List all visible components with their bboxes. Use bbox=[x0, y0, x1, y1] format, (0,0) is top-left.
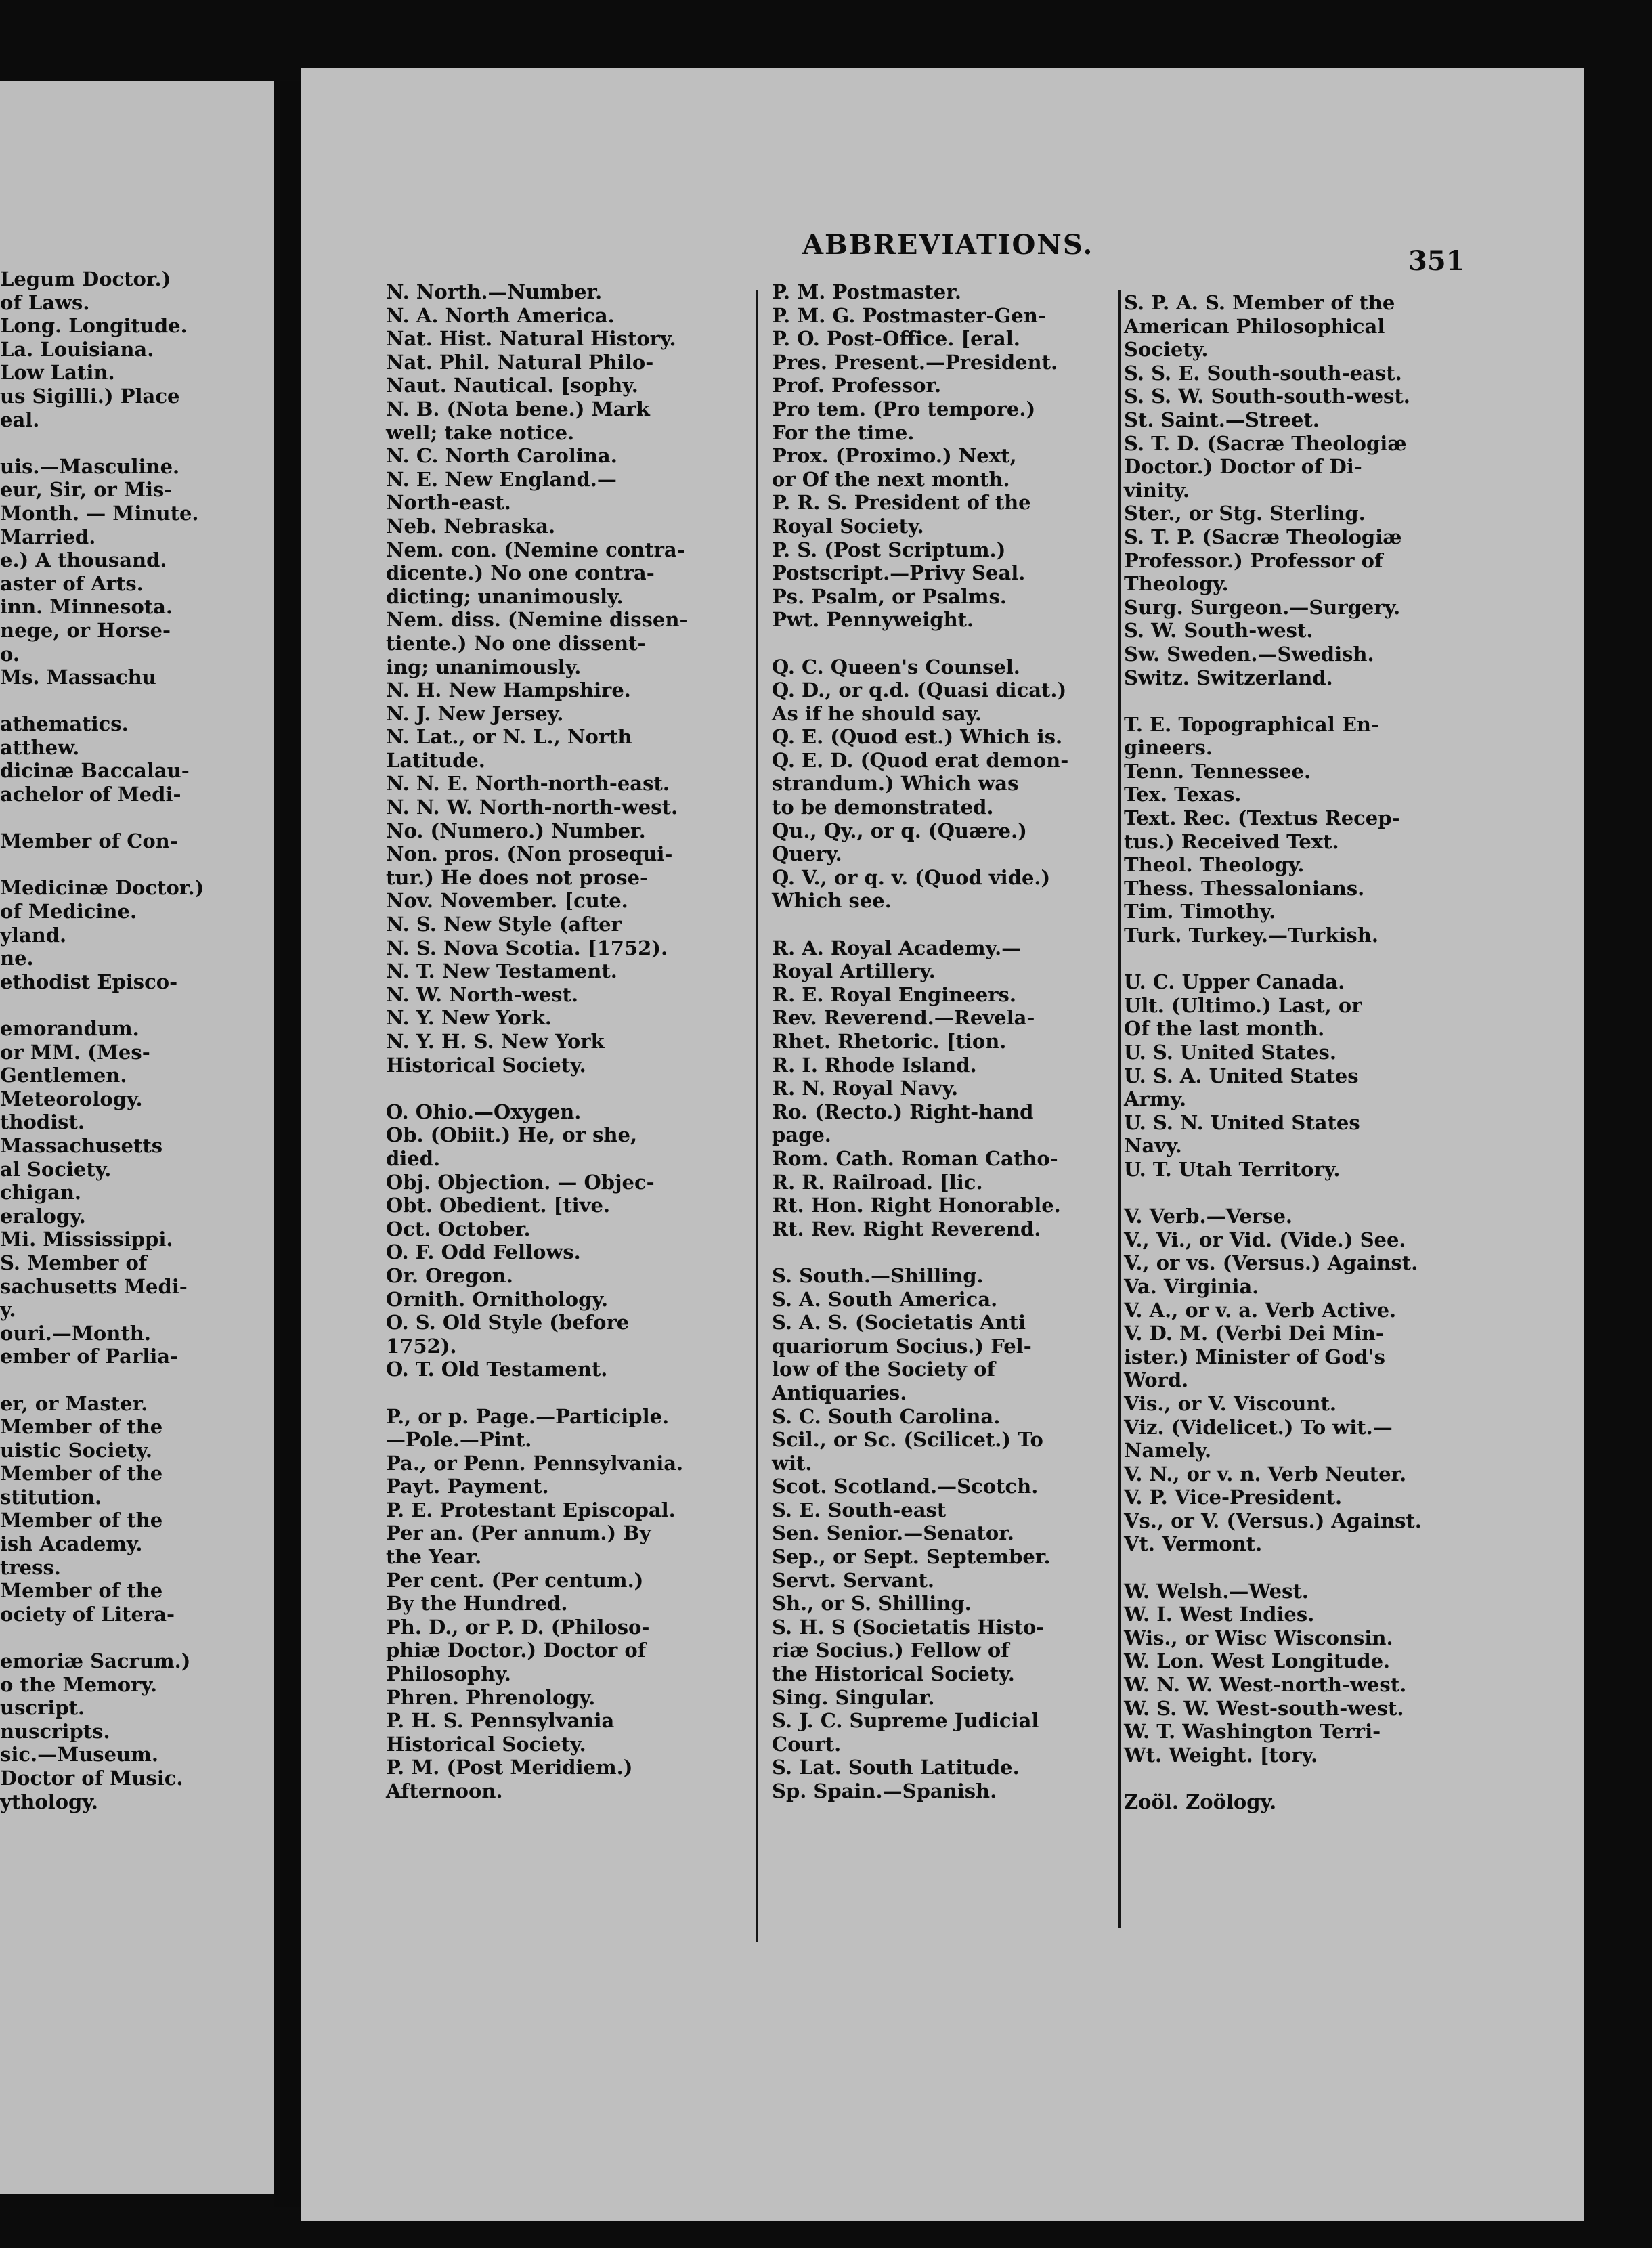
abbreviation-entry: the Year. bbox=[386, 1545, 482, 1569]
abbreviation-entry: U. S. N. United States bbox=[1124, 1110, 1360, 1134]
abbreviation-entry: Historical Society. bbox=[386, 1053, 586, 1077]
abbreviation-entry: phiæ Doctor.) Doctor of bbox=[386, 1639, 647, 1662]
abbreviation-entry: Rev. Reverend.—Revela- bbox=[772, 1006, 1035, 1030]
abbreviation-entry: Q. E. D. (Quod erat demon- bbox=[772, 748, 1069, 772]
abbreviation-entry: Obj. Objection. — Objec- bbox=[386, 1170, 655, 1194]
abbreviation-entry: vinity. bbox=[1124, 478, 1190, 502]
abbreviation-entry: gineers. bbox=[1124, 736, 1213, 760]
abbreviation-entry: Per an. (Per annum.) By bbox=[386, 1521, 651, 1545]
fragment-line: eralogy. bbox=[0, 1204, 86, 1228]
abbreviation-entry: S. S. E. South-south-east. bbox=[1124, 361, 1402, 385]
abbreviation-entry: Q. C. Queen's Counsel. bbox=[772, 655, 1020, 678]
fragment-line: ythology. bbox=[0, 1790, 98, 1813]
abbreviation-entry: Society. bbox=[1124, 338, 1209, 362]
abbreviation-entry: ister.) Minister of God's bbox=[1124, 1345, 1385, 1368]
abbreviation-entry: Rt. Hon. Right Honorable. bbox=[772, 1194, 1061, 1217]
entry-gap bbox=[0, 806, 204, 830]
fragment-line: Meteorology. bbox=[0, 1087, 143, 1110]
fragment-line: S. Member of bbox=[0, 1251, 148, 1274]
abbreviation-entry: quariorum Socius.) Fel- bbox=[772, 1334, 1032, 1358]
abbreviation-entry: Ph. D., or P. D. (Philoso- bbox=[386, 1615, 650, 1639]
abbreviation-entry: Nem. con. (Nemine contra- bbox=[386, 538, 685, 561]
fragment-line: al Society. bbox=[0, 1157, 112, 1181]
fragment-line: ociety of Litera- bbox=[0, 1602, 175, 1626]
abbreviation-entry: Sw. Sweden.—Swedish. bbox=[1124, 642, 1374, 666]
fragment-line: eal. bbox=[0, 408, 40, 431]
abbreviation-entry: U. S. United States. bbox=[1124, 1041, 1336, 1064]
running-head: ABBREVIATIONS. bbox=[802, 229, 1094, 261]
abbreviation-entry: S. A. S. (Societatis Anti bbox=[772, 1311, 1026, 1335]
abbreviation-entry: wit. bbox=[772, 1451, 812, 1475]
abbreviation-entry: Ster., or Stg. Sterling. bbox=[1124, 502, 1366, 525]
abbreviation-entry: S. S. W. South-south-west. bbox=[1124, 385, 1410, 408]
abbreviation-entry: tus.) Received Text. bbox=[1124, 829, 1339, 853]
abbreviation-entry: Wis., or Wisc Wisconsin. bbox=[1124, 1626, 1393, 1649]
left-page-fragment bbox=[0, 81, 274, 2194]
abbreviation-entry: Theology. bbox=[1124, 572, 1229, 596]
abbreviation-entry: S. P. A. S. Member of the bbox=[1124, 291, 1395, 314]
entry-gap bbox=[772, 632, 1068, 655]
abbreviation-entry: P., or p. Page.—Participle. bbox=[386, 1404, 670, 1428]
abbreviation-entry: Q. V., or q. v. (Quod vide.) bbox=[772, 865, 1051, 889]
entry-gap bbox=[1124, 947, 1422, 971]
abbreviation-entry: Antiquaries. bbox=[772, 1381, 907, 1404]
abbreviation-entry: Q. D., or q.d. (Quasi dicat.) bbox=[772, 678, 1067, 702]
abbreviation-entry: N. W. North-west. bbox=[386, 982, 578, 1006]
abbreviation-entry: N. A. North America. bbox=[386, 303, 615, 327]
abbreviation-entry: O. S. Old Style (before bbox=[386, 1311, 630, 1335]
abbreviation-entry: T. E. Topographical En- bbox=[1124, 712, 1380, 736]
fragment-line: uis.—Masculine. bbox=[0, 454, 180, 478]
abbreviation-entry: W. Lon. West Longitude. bbox=[1124, 1649, 1391, 1673]
abbreviation-entry: O. T. Old Testament. bbox=[386, 1358, 608, 1381]
abbreviation-entry: Ornith. Ornithology. bbox=[386, 1287, 609, 1311]
fragment-line: Member of the bbox=[0, 1462, 163, 1486]
abbreviation-entry: P. R. S. President of the bbox=[772, 491, 1031, 515]
abbreviation-entry: Nat. Hist. Natural History. bbox=[386, 327, 676, 351]
abbreviation-entry: N. S. New Style (after bbox=[386, 913, 622, 936]
fragment-line: Gentlemen. bbox=[0, 1064, 127, 1087]
abbreviation-entry: Scil., or Sc. (Scilicet.) To bbox=[772, 1428, 1043, 1452]
abbreviation-entry: Zoöl. Zoölogy. bbox=[1124, 1790, 1277, 1813]
entry-gap bbox=[1124, 1767, 1422, 1790]
abbreviation-entry: N. Lat., or N. L., North bbox=[386, 725, 632, 749]
abbreviation-entry: Philosophy. bbox=[386, 1662, 511, 1686]
fragment-line: uscript. bbox=[0, 1696, 85, 1720]
fragment-line: inn. Minnesota. bbox=[0, 595, 173, 619]
abbreviation-entry: Query. bbox=[772, 842, 842, 866]
abbreviation-entry: Naut. Nautical. [sophy. bbox=[386, 374, 638, 397]
abbreviation-entry: Nov. November. [cute. bbox=[386, 889, 628, 913]
abbreviation-entry: Of the last month. bbox=[1124, 1017, 1325, 1041]
abbreviation-entry: R. E. Royal Engineers. bbox=[772, 982, 1016, 1006]
left-page-text bbox=[0, 267, 204, 1813]
abbreviation-entry: Prox. (Proximo.) Next, bbox=[772, 444, 1017, 468]
abbreviation-entry: tiente.) No one dissent- bbox=[386, 631, 646, 655]
abbreviation-entry: Pwt. Pennyweight. bbox=[772, 608, 974, 632]
abbreviation-entry: Wt. Weight. [tory. bbox=[1124, 1743, 1318, 1767]
abbreviation-entry: S. W. South-west. bbox=[1124, 619, 1313, 643]
fragment-line: sachusetts Medi- bbox=[0, 1274, 188, 1298]
abbreviation-entry: riæ Socius.) Fellow of bbox=[772, 1639, 1009, 1662]
fragment-line: La. Louisiana. bbox=[0, 337, 154, 361]
fragment-line: nege, or Horse- bbox=[0, 618, 171, 642]
abbreviation-entry: Sen. Senior.—Senator. bbox=[772, 1521, 1014, 1545]
abbreviation-entry: the Historical Society. bbox=[772, 1662, 1015, 1686]
abbreviation-entry: V. P. Vice-President. bbox=[1124, 1486, 1343, 1509]
abbreviation-entry: North-east. bbox=[386, 491, 511, 515]
entry-gap bbox=[386, 1381, 688, 1405]
abbreviation-entry: Neb. Nebraska. bbox=[386, 514, 556, 538]
abbreviation-entry: P. E. Protestant Episcopal. bbox=[386, 1498, 676, 1521]
fragment-line: chigan. bbox=[0, 1181, 82, 1205]
abbreviation-entry: N. S. Nova Scotia. [1752). bbox=[386, 936, 668, 959]
abbreviation-entry: Or. Oregon. bbox=[386, 1263, 513, 1287]
abbreviation-entry: low of the Society of bbox=[772, 1358, 995, 1381]
fragment-line: Doctor of Music. bbox=[0, 1767, 183, 1790]
abbreviation-entry: W. S. W. West-south-west. bbox=[1124, 1696, 1404, 1720]
fragment-line: sic.—Museum. bbox=[0, 1743, 158, 1767]
abbreviation-entry: Theol. Theology. bbox=[1124, 853, 1305, 877]
abbreviation-entry: Vt. Vermont. bbox=[1124, 1532, 1263, 1556]
fragment-line: eur, Sir, or Mis- bbox=[0, 478, 173, 502]
abbreviation-entry: page. bbox=[772, 1123, 831, 1147]
abbreviation-entry: Qu., Qy., or q. (Quære.) bbox=[772, 819, 1027, 842]
abbreviation-entry: V. Verb.—Verse. bbox=[1124, 1205, 1293, 1228]
abbreviation-entry: Rom. Cath. Roman Catho- bbox=[772, 1146, 1058, 1170]
fragment-line: or MM. (Mes- bbox=[0, 1040, 150, 1064]
abbreviation-entry: S. South.—Shilling. bbox=[772, 1263, 984, 1287]
fragment-line: Member of the bbox=[0, 1579, 163, 1603]
abbreviation-entry: N. N. W. North-north-west. bbox=[386, 796, 678, 819]
abbreviation-entry: P. O. Post-Office. [eral. bbox=[772, 327, 1020, 351]
abbreviation-entry: Which see. bbox=[772, 889, 892, 913]
abbreviation-entry: S. C. South Carolina. bbox=[772, 1404, 1001, 1428]
abbreviation-entry: Namely. bbox=[1124, 1439, 1212, 1463]
abbreviation-entry: R. I. Rhode Island. bbox=[772, 1053, 977, 1077]
abbreviation-entry: P. S. (Post Scriptum.) bbox=[772, 538, 1006, 561]
entry-gap bbox=[0, 853, 204, 877]
abbreviation-entry: N. N. E. North-north-east. bbox=[386, 772, 670, 796]
fragment-line: o. bbox=[0, 642, 20, 666]
abbreviation-entry: Tenn. Tennessee. bbox=[1124, 759, 1311, 783]
abbreviation-entry: As if he should say. bbox=[772, 701, 982, 725]
entry-gap bbox=[772, 913, 1068, 936]
abbreviation-entry: Latitude. bbox=[386, 748, 485, 772]
abbreviation-entry: 1752). bbox=[386, 1334, 457, 1358]
abbreviation-entry: N. T. New Testament. bbox=[386, 959, 617, 983]
fragment-line: e.) A thousand. bbox=[0, 548, 167, 572]
abbreviation-entry: N. J. New Jersey. bbox=[386, 701, 564, 725]
fragment-line: ne. bbox=[0, 947, 34, 970]
abbreviation-entry: P. M. G. Postmaster-Gen- bbox=[772, 303, 1046, 327]
abbreviation-entry: Vis., or V. Viscount. bbox=[1124, 1391, 1336, 1415]
entry-gap bbox=[0, 993, 204, 1017]
entry-gap bbox=[386, 1077, 688, 1100]
abbreviation-entry: U. T. Utah Territory. bbox=[1124, 1157, 1341, 1181]
abbreviation-entry: S. T. D. (Sacræ Theologiæ bbox=[1124, 431, 1407, 455]
column-rule-1 bbox=[756, 290, 758, 1942]
abbreviation-entry: Doctor.) Doctor of Di- bbox=[1124, 455, 1362, 479]
abbreviation-entry: Royal Artillery. bbox=[772, 959, 936, 983]
fragment-line: of Laws. bbox=[0, 290, 90, 314]
abbreviation-entry: O. Ohio.—Oxygen. bbox=[386, 1100, 582, 1123]
abbreviation-entry: ing; unanimously. bbox=[386, 655, 582, 678]
abbreviation-entry: Afternoon. bbox=[386, 1779, 503, 1802]
abbreviation-entry: Turk. Turkey.—Turkish. bbox=[1124, 924, 1378, 947]
abbreviation-entry: Text. Rec. (Textus Recep- bbox=[1124, 806, 1400, 830]
abbreviation-entry: Nem. diss. (Nemine dissen- bbox=[386, 608, 688, 632]
abbreviation-entry: Thess. Thessalonians. bbox=[1124, 876, 1365, 900]
abbreviation-entry: N. C. North Carolina. bbox=[386, 444, 617, 468]
abbreviation-entry: Viz. (Videlicet.) To wit.— bbox=[1124, 1415, 1393, 1439]
fragment-line: of Medicine. bbox=[0, 900, 137, 924]
fragment-line: uistic Society. bbox=[0, 1438, 153, 1462]
abbreviation-entry: V. D. M. (Verbi Dei Min- bbox=[1124, 1322, 1384, 1345]
abbreviation-entry: S. T. P. (Sacræ Theologiæ bbox=[1124, 525, 1402, 548]
abbreviation-entry: Word. bbox=[1124, 1368, 1189, 1392]
abbreviation-entry: S. J. C. Supreme Judicial bbox=[772, 1709, 1039, 1733]
fragment-line: ish Academy. bbox=[0, 1532, 143, 1556]
abbreviation-entry: P. H. S. Pennsylvania bbox=[386, 1709, 615, 1733]
abbreviation-entry: V., Vi., or Vid. (Vide.) See. bbox=[1124, 1228, 1406, 1251]
abbreviation-entry: Nat. Phil. Natural Philo- bbox=[386, 350, 654, 374]
abbreviation-entry: Non. pros. (Non prosequi- bbox=[386, 842, 673, 866]
abbreviation-entry: O. F. Odd Fellows. bbox=[386, 1240, 581, 1264]
entry-gap bbox=[0, 431, 204, 455]
abbreviation-entry: strandum.) Which was bbox=[772, 772, 1019, 796]
abbreviation-entry: Sing. Singular. bbox=[772, 1685, 935, 1709]
abbreviation-entry: N. Y. H. S. New York bbox=[386, 1030, 605, 1053]
fragment-line: Low Latin. bbox=[0, 361, 115, 385]
abbreviation-entry: Phren. Phrenology. bbox=[386, 1685, 596, 1709]
page-number: 351 bbox=[1408, 245, 1465, 277]
abbreviation-entry: Rt. Rev. Right Reverend. bbox=[772, 1217, 1041, 1240]
fragment-line: athematics. bbox=[0, 712, 129, 736]
abbreviation-entry: Sep., or Sept. September. bbox=[772, 1545, 1051, 1569]
fragment-line: o the Memory. bbox=[0, 1672, 157, 1696]
abbreviation-entry: Navy. bbox=[1124, 1134, 1182, 1158]
abbreviation-entry: N. H. New Hampshire. bbox=[386, 678, 631, 702]
abbreviation-entry: W. I. West Indies. bbox=[1124, 1603, 1315, 1626]
fragment-line: dicinæ Baccalau- bbox=[0, 759, 190, 783]
abbreviation-entry: died. bbox=[386, 1146, 441, 1170]
abbreviation-entry: Vs., or V. (Versus.) Against. bbox=[1124, 1509, 1422, 1532]
abbreviation-entry: Va. Virginia. bbox=[1124, 1274, 1259, 1298]
abbreviation-entry: —Pole.—Pint. bbox=[386, 1428, 532, 1452]
abbreviation-entry: Historical Society. bbox=[386, 1732, 586, 1756]
abbreviation-entry: No. (Numero.) Number. bbox=[386, 819, 646, 842]
fragment-line: Mi. Mississippi. bbox=[0, 1228, 173, 1251]
fragment-line: yland. bbox=[0, 923, 67, 947]
abbreviation-entry: R. N. Royal Navy. bbox=[772, 1077, 959, 1100]
abbreviation-entry: Tim. Timothy. bbox=[1124, 900, 1276, 924]
entry-gap bbox=[772, 1240, 1068, 1264]
abbreviation-entry: Ult. (Ultimo.) Last, or bbox=[1124, 993, 1362, 1017]
abbreviation-entry: V., or vs. (Versus.) Against. bbox=[1124, 1251, 1418, 1275]
abbreviation-entry: well; take notice. bbox=[386, 420, 575, 444]
abbreviation-entry: Army. bbox=[1124, 1087, 1187, 1111]
abbreviation-entry: Tex. Texas. bbox=[1124, 783, 1242, 806]
abbreviation-column-3 bbox=[1124, 291, 1422, 1814]
fragment-line: Member of the bbox=[0, 1415, 163, 1439]
abbreviation-entry: N. Y. New York. bbox=[386, 1006, 552, 1030]
abbreviation-entry: For the time. bbox=[772, 420, 915, 444]
abbreviation-entry: Postscript.—Privy Seal. bbox=[772, 561, 1026, 585]
abbreviation-entry: American Philosophical bbox=[1124, 314, 1385, 338]
fragment-line: er, or Master. bbox=[0, 1391, 148, 1415]
abbreviation-entry: S. A. South America. bbox=[772, 1287, 998, 1311]
fragment-line: Member of the bbox=[0, 1509, 163, 1532]
abbreviation-entry: Pres. Present.—President. bbox=[772, 350, 1058, 374]
abbreviation-entry: Pa., or Penn. Pennsylvania. bbox=[386, 1451, 684, 1475]
abbreviation-entry: Ob. (Obiit.) He, or she, bbox=[386, 1123, 638, 1147]
entry-gap bbox=[0, 689, 204, 713]
abbreviation-entry: Royal Society. bbox=[772, 514, 924, 538]
fragment-line: thodist. bbox=[0, 1110, 85, 1134]
abbreviation-entry: tur.) He does not prose- bbox=[386, 865, 649, 889]
abbreviation-entry: Ro. (Recto.) Right-hand bbox=[772, 1100, 1034, 1123]
fragment-line: achelor of Medi- bbox=[0, 783, 181, 806]
abbreviation-entry: Court. bbox=[772, 1732, 842, 1756]
abbreviation-entry: V. N., or v. n. Verb Neuter. bbox=[1124, 1462, 1407, 1486]
abbreviation-entry: N. B. (Nota bene.) Mark bbox=[386, 397, 650, 420]
fragment-line: emorandum. bbox=[0, 1017, 139, 1040]
abbreviation-entry: By the Hundred. bbox=[386, 1592, 568, 1616]
abbreviation-entry: W. T. Washington Terri- bbox=[1124, 1720, 1381, 1744]
abbreviation-entry: R. R. Railroad. [lic. bbox=[772, 1170, 983, 1194]
abbreviation-entry: V. A., or v. a. Verb Active. bbox=[1124, 1298, 1397, 1322]
fragment-line: stitution. bbox=[0, 1485, 102, 1509]
page-gutter bbox=[274, 81, 301, 2207]
abbreviation-entry: Professor.) Professor of bbox=[1124, 548, 1383, 572]
abbreviation-entry: dicting; unanimously. bbox=[386, 584, 624, 608]
abbreviation-entry: Sp. Spain.—Spanish. bbox=[772, 1779, 997, 1802]
abbreviation-entry: N. North.—Number. bbox=[386, 280, 603, 303]
fragment-line: emoriæ Sacrum.) bbox=[0, 1649, 191, 1673]
abbreviation-entry: Ps. Psalm, or Psalms. bbox=[772, 584, 1007, 608]
abbreviation-entry: dicente.) No one contra- bbox=[386, 561, 655, 585]
fragment-line: ouri.—Month. bbox=[0, 1321, 151, 1345]
entry-gap bbox=[1124, 689, 1422, 713]
fragment-line: Long. Longitude. bbox=[0, 314, 188, 338]
abbreviation-entry: S. H. S (Societatis Histo- bbox=[772, 1615, 1045, 1639]
abbreviation-entry: Oct. October. bbox=[386, 1217, 531, 1240]
abbreviation-entry: Servt. Servant. bbox=[772, 1568, 935, 1592]
abbreviation-entry: Scot. Scotland.—Scotch. bbox=[772, 1475, 1039, 1498]
fragment-line: nuscripts. bbox=[0, 1719, 110, 1743]
fragment-line: Ms. Massachu bbox=[0, 666, 156, 689]
abbreviation-entry: R. A. Royal Academy.— bbox=[772, 936, 1022, 959]
entry-gap bbox=[1124, 1182, 1422, 1205]
fragment-line: Legum Doctor.) bbox=[0, 267, 171, 290]
abbreviation-entry: W. Welsh.—West. bbox=[1124, 1579, 1309, 1603]
abbreviation-entry: P. M. (Post Meridiem.) bbox=[386, 1756, 633, 1779]
fragment-line: us Sigilli.) Place bbox=[0, 384, 180, 408]
abbreviation-entry: U. C. Upper Canada. bbox=[1124, 970, 1345, 994]
abbreviation-entry: Obt. Obedient. [tive. bbox=[386, 1194, 611, 1217]
fragment-line: Month. — Minute. bbox=[0, 501, 199, 525]
abbreviation-entry: St. Saint.—Street. bbox=[1124, 408, 1320, 431]
abbreviation-entry: S. Lat. South Latitude. bbox=[772, 1756, 1020, 1779]
abbreviation-column-1 bbox=[386, 280, 688, 1803]
abbreviation-entry: Rhet. Rhetoric. [tion. bbox=[772, 1030, 1007, 1053]
abbreviation-entry: U. S. A. United States bbox=[1124, 1064, 1359, 1087]
abbreviation-entry: Surg. Surgeon.—Surgery. bbox=[1124, 595, 1401, 619]
abbreviation-entry: Payt. Payment. bbox=[386, 1475, 549, 1498]
fragment-line: Married. bbox=[0, 525, 96, 548]
fragment-line: tress. bbox=[0, 1555, 61, 1579]
abbreviation-entry: P. M. Postmaster. bbox=[772, 280, 961, 303]
abbreviation-entry: to be demonstrated. bbox=[772, 796, 994, 819]
abbreviation-entry: Prof. Professor. bbox=[772, 374, 942, 397]
abbreviation-column-2 bbox=[772, 280, 1068, 1803]
abbreviation-entry: Sh., or S. Shilling. bbox=[772, 1592, 972, 1616]
fragment-line: Member of Con- bbox=[0, 829, 178, 853]
abbreviation-entry: or Of the next month. bbox=[772, 467, 1010, 491]
abbreviation-entry: Pro tem. (Pro tempore.) bbox=[772, 397, 1036, 420]
fragment-line: ethodist Episco- bbox=[0, 970, 178, 993]
abbreviation-entry: W. N. W. West-north-west. bbox=[1124, 1673, 1407, 1697]
abbreviation-entry: Per cent. (Per centum.) bbox=[386, 1568, 644, 1592]
abbreviation-entry: Q. E. (Quod est.) Which is. bbox=[772, 725, 1063, 749]
entry-gap bbox=[0, 1626, 204, 1649]
fragment-line: ember of Parlia- bbox=[0, 1345, 179, 1368]
fragment-line: aster of Arts. bbox=[0, 571, 144, 595]
abbreviation-entry: Switz. Switzerland. bbox=[1124, 666, 1333, 689]
fragment-line: Medicinæ Doctor.) bbox=[0, 876, 204, 900]
entry-gap bbox=[0, 1368, 204, 1392]
fragment-line: atthew. bbox=[0, 735, 80, 759]
entry-gap bbox=[1124, 1556, 1422, 1580]
fragment-line: Massachusetts bbox=[0, 1133, 163, 1157]
abbreviation-entry: S. E. South-east bbox=[772, 1498, 947, 1521]
column-rule-2 bbox=[1118, 290, 1121, 1928]
fragment-line: y. bbox=[0, 1298, 16, 1322]
abbreviation-entry: N. E. New England.— bbox=[386, 467, 617, 491]
